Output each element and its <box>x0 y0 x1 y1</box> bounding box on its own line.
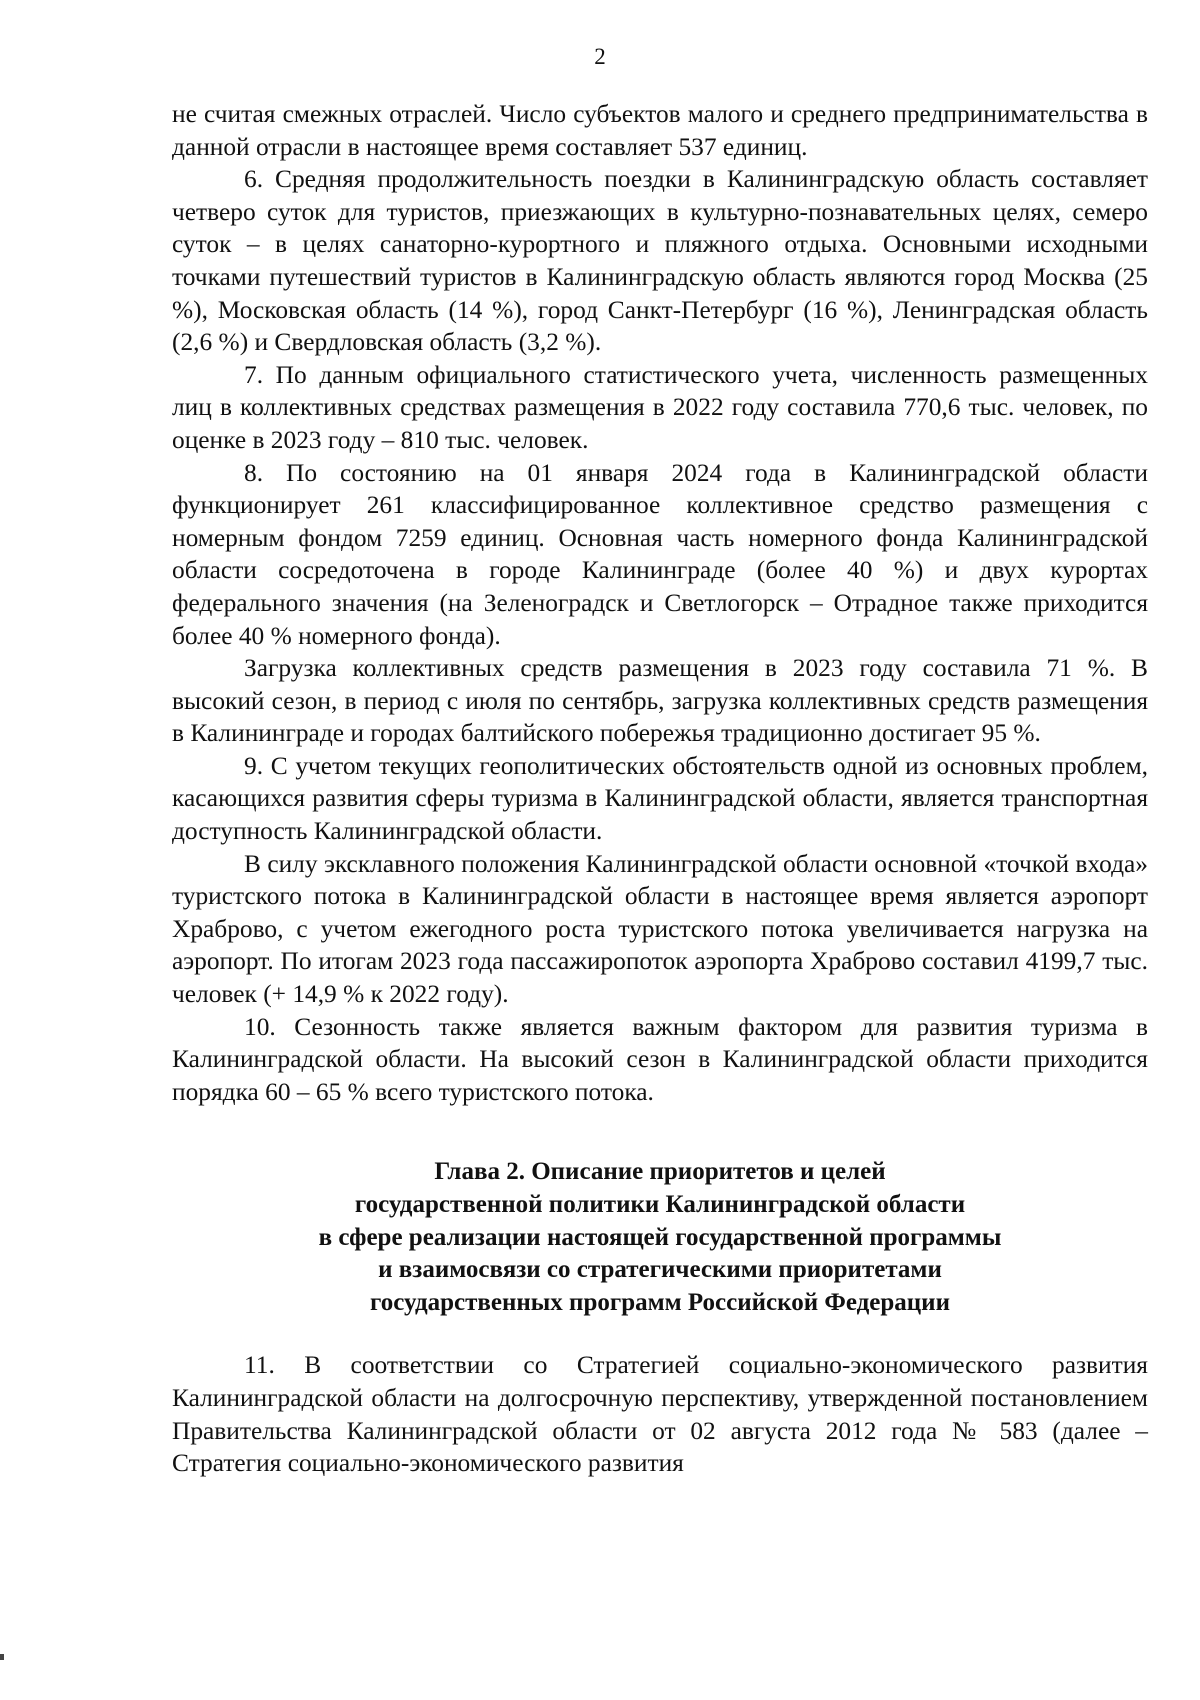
chapter-heading-line: государственной политики Калининградской области <box>354 1191 966 1218</box>
paragraph-9-airport: В силу эксклавного положения Калининградской области основной «точкой входа» туристского потока в Калининградской области в настоящее время является аэропорт Храброво, с учетом ежегодного роста туристского потока увеличивается нагрузка на аэропорт. По итогам 2023 года пассажиропоток аэропорта Храброво составил 4199,7 тыс. человек (+ 14,9 % к 2022 году). <box>172 849 1148 1009</box>
paragraph-8: 8. По состоянию на 01 января 2024 года в Калининградской области функционирует 261 классифицированное коллективное средство размещения с номерным фондом 7259 единиц. Основная часть номерного фонда Калининградской области сосредоточена в городе Калининграде (более 40 %) и двух курортах федерального значения (на Зеленоградск и Светлогорск – Отрадное также приходится более 40 % номерного фонда). <box>172 458 1148 650</box>
document-body <box>172 98 1148 1480</box>
paragraph-8-occupancy: Загрузка коллективных средств размещения в 2023 году составила 71 %. В высокий сезон, в период с июля по сентябрь, загрузка коллективных средств размещения в Калининграде и городах балтийского побережья традиционно достигает 95 %. <box>172 654 1148 748</box>
chapter-heading-line: государственных программ Российской Федерации <box>370 1288 950 1316</box>
paragraph-11: 11. В соответствии со Стратегией социально-экономического развития Калининградской области на долгосрочную перспективу, утвержденной постановлением Правительства Калининградской области от 02 августа 2012 года № 583 (далее – Стратегия социально-экономического развития <box>172 1351 1148 1478</box>
page-number: 2 <box>594 44 606 69</box>
scan-edge-mark <box>0 1654 4 1660</box>
paragraph-continuation: не считая смежных отраслей. Число субъектов малого и среднего предпринимательства в данной отрасли в настоящее время составляет 537 единиц. <box>172 100 1148 161</box>
paragraph-7: 7. По данным официального статистического учета, численность размещенных лиц в коллективных средствах размещения в 2022 году составила 770,6 тыс. человек, по оценке в 2023 году – 810 тыс. человек. <box>172 360 1148 454</box>
chapter-heading-line: и взаимосвязи со стратегическими приоритетами <box>378 1256 942 1284</box>
chapter-heading-line: в сфере реализации настоящей государственной программы <box>318 1223 1002 1251</box>
paragraph-9: 9. С учетом текущих геополитических обстоятельств одной из основных проблем, касающихся развития сферы туризма в Калининградской области, является транспортная доступность Калининградской области. <box>172 751 1148 846</box>
chapter-heading <box>172 1156 1148 1319</box>
chapter-heading-line: Глава 2. Описание приоритетов и целей <box>434 1158 886 1186</box>
paragraph-10: 10. Сезонность также является важным фактором для развития туризма в Калининградской области. На высокий сезон в Калининградской области приходится порядка 60 – 65 % всего туристского потока. <box>172 1012 1148 1106</box>
paragraph-6: 6. Средняя продолжительность поездки в Калининградскую область составляет четверо суток для туристов, приезжающих в культурно-познавательных целях, семеро суток – в целях санаторно-курортного и пляжного отдыха. Основными исходными точками путешествий туристов в Калининградскую область являются город Москва (25 %), Московская область (14 %), город Санкт-Петербург (16 %), Ленинградская область (2,6 %) и Свердловская область (3,2 %). <box>172 165 1148 357</box>
